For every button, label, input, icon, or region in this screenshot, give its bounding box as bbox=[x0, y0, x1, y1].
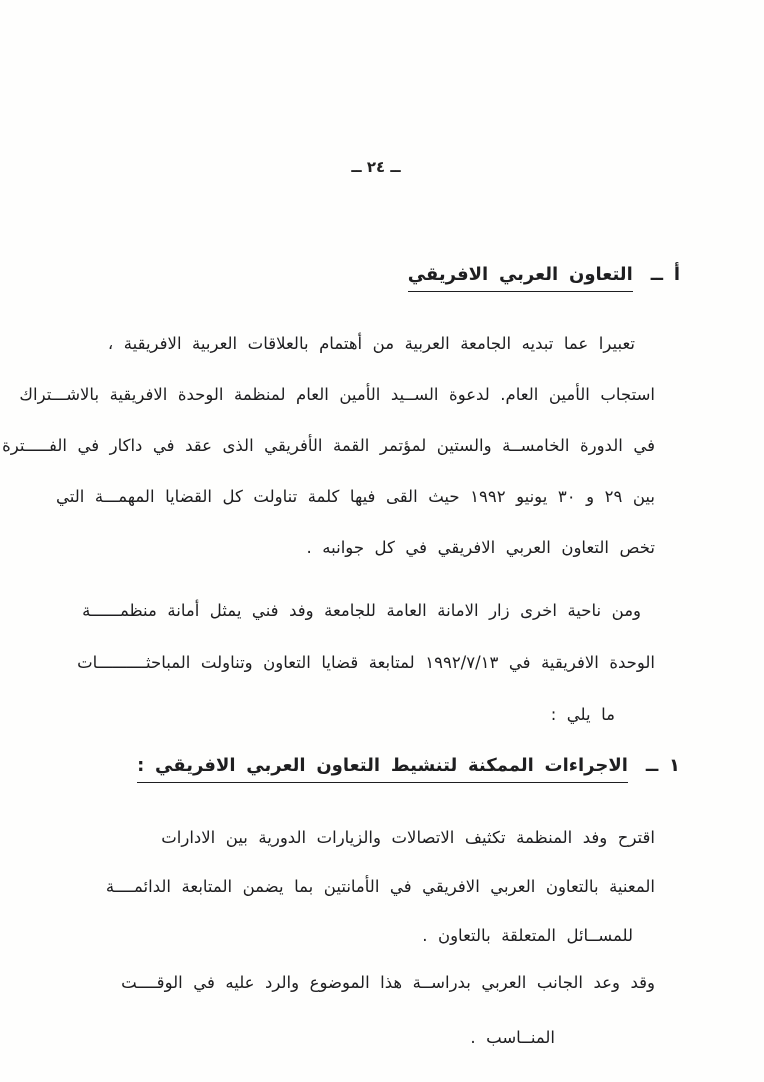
section-a-marker: أ ــ bbox=[650, 264, 680, 285]
text-line: تخص التعاون العربي الافريقي في كل جوانبه . bbox=[306, 538, 655, 557]
paragraph-1 bbox=[2, 318, 655, 573]
text-line: بين ٢٩ و ٣٠ يونيو ١٩٩٢ حيث القى فيها كلمة تناولت كل القضايا المهمـــة التي bbox=[56, 487, 655, 506]
section-a-title: التعاون العربي الافريقي bbox=[408, 264, 633, 292]
section-a-heading bbox=[408, 264, 680, 292]
section-1-title: الاجراءات الممكنة لتنشيط التعاون العربي الافريقي : bbox=[137, 755, 628, 783]
text-line: الوحدة الافريقية في ١٩٩٢/٧/١٣ لمتابعة قضايا التعاون وتناولت المباحثــــــــــات bbox=[77, 653, 655, 672]
section-1-marker: ١ ــ bbox=[645, 755, 680, 776]
paragraph-2 bbox=[60, 585, 655, 741]
text-line: تعبيرا عما تبديه الجامعة العربية من أهتمام بالعلاقات العربية الافريقية ، bbox=[107, 334, 635, 353]
text-line: للمســائل المتعلقة بالتعاون . bbox=[422, 926, 633, 945]
text-line: استجاب الأمين العام. لدعوة الســيد الأمين العام لمنظمة الوحدة الافريقية بالاشـــتراك bbox=[19, 385, 655, 404]
text-line: المعنية بالتعاون العربي الافريقي في الأمانتين بما يضمن المتابعة الدائمــــة bbox=[105, 877, 655, 896]
text-line: وقد وعد الجانب العربي بدراســة هذا الموضوع والرد عليه في الوقــــت bbox=[121, 973, 655, 992]
section-1-heading bbox=[137, 755, 680, 783]
text-line: اقترح وفد المنظمة تكثيف الاتصالات والزيارات الدورية بين الادارات bbox=[161, 828, 655, 847]
text-line: ومن ناحية اخرى زار الامانة العامة للجامعة وفد فني يمثل أمانة منظمــــــة bbox=[82, 601, 641, 620]
text-line: المنــاسب . bbox=[470, 1028, 555, 1047]
page-number: ــ ٢٤ ــ bbox=[351, 158, 401, 176]
paragraph-4 bbox=[60, 955, 655, 1065]
paragraph-3 bbox=[60, 813, 655, 960]
text-line: في الدورة الخامســة والستين لمؤتمر القمة الأفريقي الذى عقد في داكار في الفـــــترة bbox=[2, 436, 655, 455]
text-line: ما يلي : bbox=[550, 705, 615, 724]
